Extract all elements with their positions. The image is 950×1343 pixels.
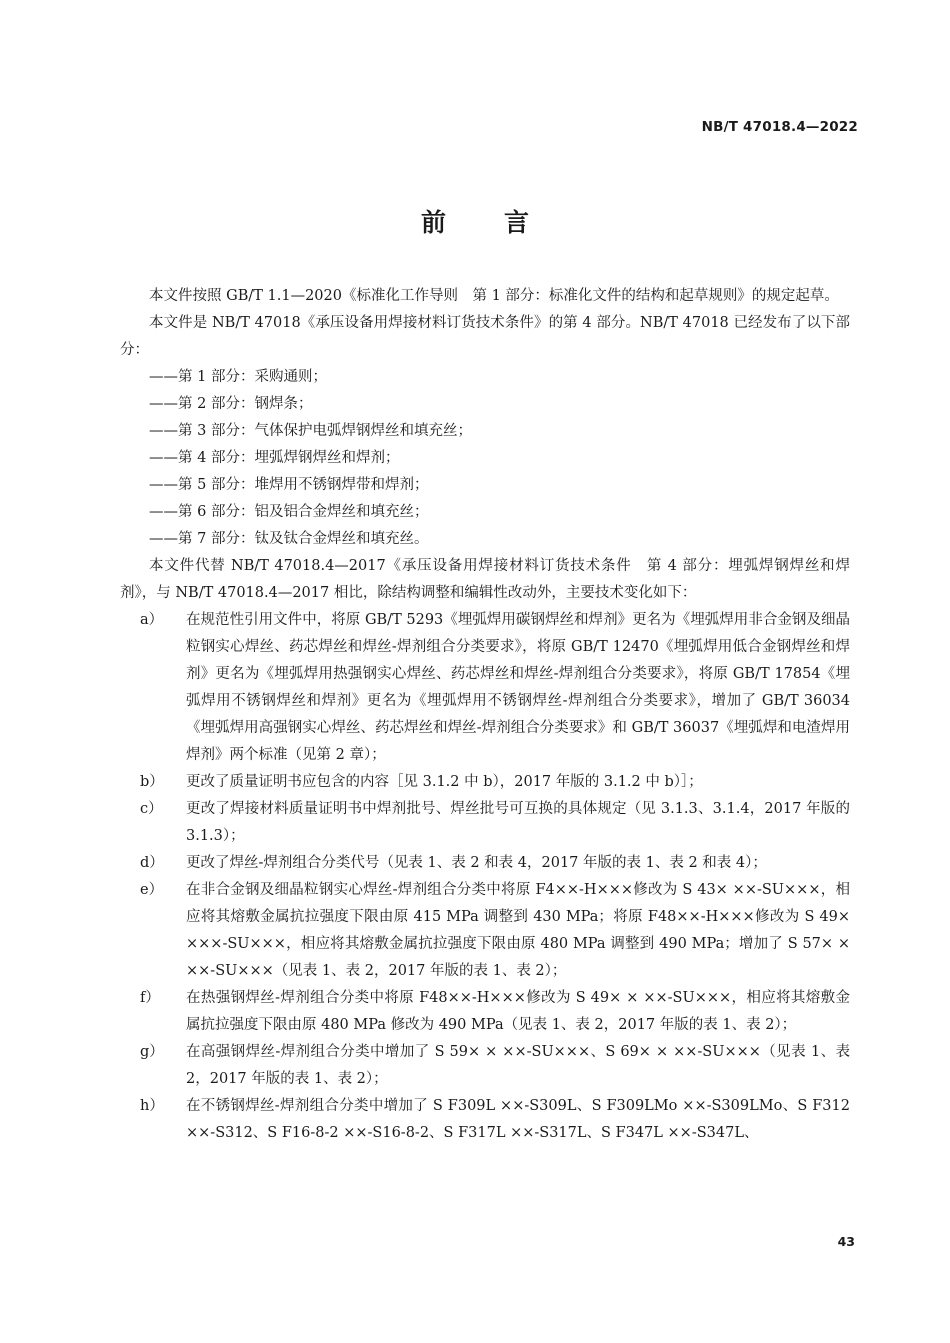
change-item — [120, 607, 850, 769]
change-text: 更改了焊丝-焊剂组合分类代号（见表 1、表 2 和表 4，2017 年版的表 1、表 2 和表 4）； — [186, 855, 767, 871]
paragraph-parts-intro: 本文件是 NB/T 47018《承压设备用焊接材料订货技术条件》的第 4 部分。NB/T 47018 已经发布了以下部分： — [120, 315, 850, 358]
change-text: 在高强钢焊丝-焊剂组合分类中增加了 S 59× × ××-SU×××、S 69× × ××-SU×××（见表 1、表 2，2017 年版的表 1、表 2）； — [186, 1044, 850, 1087]
change-text: 在热强钢焊丝-焊剂组合分类中将原 F48××-H×××修改为 S 49× × ××-SU×××，相应将其熔敷金属抗拉强度下限由原 480 MPa 修改为 490 MPa（见表 1、表 2，2017 年版的表 1、表 2）； — [186, 990, 850, 1033]
change-marker: b） — [140, 774, 164, 790]
list-item: ——第 2 部分：钢焊条； — [149, 396, 313, 412]
page-number: 43 — [837, 1234, 855, 1249]
change-marker: c） — [140, 801, 163, 817]
change-item — [120, 1039, 850, 1093]
change-marker: h） — [140, 1098, 164, 1114]
change-marker: e） — [140, 882, 164, 898]
change-item — [120, 877, 850, 985]
change-marker: g） — [140, 1044, 164, 1060]
page-title: 前言 — [420, 208, 587, 237]
change-text: 在规范性引用文件中，将原 GB/T 5293《埋弧焊用碳钢焊丝和焊剂》更名为《埋弧焊用非合金钢及细晶粒钢实心焊丝、药芯焊丝和焊丝-焊剂组合分类要求》，将原 GB/T 12470《埋弧焊用低合金钢焊丝和焊剂》更名为《埋弧焊用热强钢实心焊丝、药芯焊丝和焊丝-焊剂组合分类要求》，将原 GB/T 17854《埋弧焊用不锈钢焊丝和焊剂》更名为《埋弧焊用不锈钢焊丝-焊剂组合分类要求》，增加了 GB/T 36034《埋弧焊用高强钢实心焊丝、药芯焊丝和焊丝-焊剂组合分类要求》和 GB/T 36037《埋弧焊和电渣焊用焊剂》两个标准（见第 2 章）； — [186, 612, 850, 763]
change-item — [120, 985, 850, 1039]
list-item: ——第 6 部分：铝及铝合金焊丝和填充丝； — [149, 504, 429, 520]
list-item: ——第 4 部分：埋弧焊钢焊丝和焊剂； — [149, 450, 400, 466]
document-body — [120, 283, 850, 1147]
change-item — [120, 796, 850, 850]
change-text: 在非合金钢及细晶粒钢实心焊丝-焊剂组合分类中将原 F4××-H×××修改为 S 43× ××-SU×××，相应将其熔敷金属抗拉强度下限由原 415 MPa 调整到 430 MPa；将原 F48××-H×××修改为 S 49× ×××-SU×××，相应将其熔敷金属抗拉强度下限由原 480 MPa 调整到 490 MPa；增加了 S 57× × ××-SU×××（见表 1、表 2，2017 年版的表 1、表 2）； — [186, 882, 850, 979]
paragraph-replacement: 本文件代替 NB/T 47018.4—2017《承压设备用焊接材料订货技术条件 第 4 部分：埋弧焊钢焊丝和焊剂》，与 NB/T 47018.4—2017 相比，除结构调整和编辑性改动外，主要技术变化如下： — [120, 558, 850, 601]
change-marker: f） — [140, 990, 160, 1006]
change-text: 更改了焊接材料质量证明书中焊剂批号、焊丝批号可互换的具体规定（见 3.1.3、3.1.4，2017 年版的 3.1.3）； — [186, 801, 850, 844]
list-item: ——第 5 部分：堆焊用不锈钢焊带和焊剂； — [149, 477, 429, 493]
change-marker: d） — [140, 855, 164, 871]
list-item: ——第 1 部分：采购通则； — [149, 369, 327, 385]
change-text: 在不锈钢焊丝-焊剂组合分类中增加了 S F309L ××-S309L、S F309LMo ××-S309LMo、S F312 ××-S312、S F16-8-2 ××-S16-8-2、S F317L ××-S317L、S F347L ××-S347L、 — [186, 1098, 850, 1141]
change-item — [120, 850, 850, 877]
change-text: 更改了质量证明书应包含的内容［见 3.1.2 中 b），2017 年版的 3.1.2 中 b）］； — [186, 774, 703, 790]
change-marker: a） — [140, 612, 164, 628]
change-item — [120, 1093, 850, 1147]
standard-code: NB/T 47018.4—2022 — [701, 119, 858, 135]
list-item: ——第 3 部分：气体保护电弧焊钢焊丝和填充丝； — [149, 423, 472, 439]
change-item — [120, 769, 850, 796]
paragraph-drafting-rules: 本文件按照 GB/T 1.1—2020《标准化工作导则 第 1 部分：标准化文件的结构和起草规则》的规定起草。 — [149, 288, 839, 304]
list-item: ——第 7 部分：钛及钛合金焊丝和填充丝。 — [149, 531, 429, 547]
